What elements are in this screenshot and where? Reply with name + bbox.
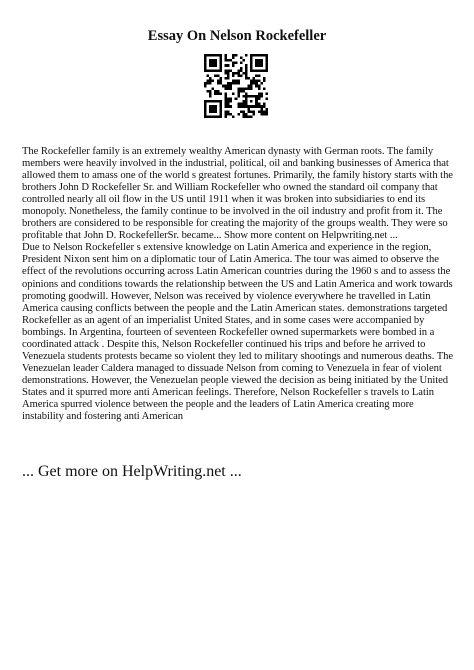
qr-code-image bbox=[204, 54, 268, 118]
qr-code-icon bbox=[204, 54, 268, 118]
essay-body bbox=[22, 146, 456, 423]
essay-paragraph-1: The Rockefeller family is an extremely wealthy American dynasty with German roots. The family members were heavily involved in the industrial, political, oil and banking businesses of America that allowed them to amass one of the world s greatest fortunes. Primarily, the family history starts with the brothers John D Rockefeller Sr. and William Rockefeller who owned the standard oil company that controlled nearly all oil flow in the US until 1911 when it was broken into subsidiaries to end its monopoly. Nonetheless, the family continue to be involved in the oil industry and profit from it. The brothers are considered to be responsible for creating the majority of the groups wealth. They were so profitable that John D. RockefellerSr. became... Show more content on Helpwriting.net ... bbox=[22, 146, 453, 242]
page-title: Essay On Nelson Rockefeller bbox=[147, 28, 327, 44]
essay-paragraph-2: Due to Nelson Rockefeller s extensive knowledge on Latin America and experience in the region, President Nixon sent him on a diplomatic tour of Latin America. The tour was aimed to observe the effect of the revolutions occurring across Latin American countries during the 1960 s and to assess the opinions and conditions towards the relationship between the US and Latin America and work towards promoting goodwill. However, Nelson was received by violence everywhere he travelled in Latin America causing conflicts between the people and the Latin American states. demonstrations targeted Rockefeller as an agent of an imperialist United States, and in some cases were accompanied by bombings. In Argentina, fourteen of seventeen Rockefeller owned supermarkets were bombed in a coordinated attack . Despite this, Nelson Rockefeller continued his trips and before he arrived to Venezuela students protests became so violent they led to military shootings and numerous deaths. The Venezuelan leader Caldera managed to dissuade Nelson from coming to Venezuela in fear of violent demonstrations. However, the Venezuelan people viewed the decision as being initiated by the United States and it spurred more anti American feelings. Therefore, Nelson Rockefeller s travels to Latin America spurred violence between the people and the leaders of Latin America creating more instability and fostering anti American bbox=[22, 242, 454, 423]
get-more-link[interactable]: ... Get more on HelpWriting.net ... bbox=[22, 463, 242, 480]
